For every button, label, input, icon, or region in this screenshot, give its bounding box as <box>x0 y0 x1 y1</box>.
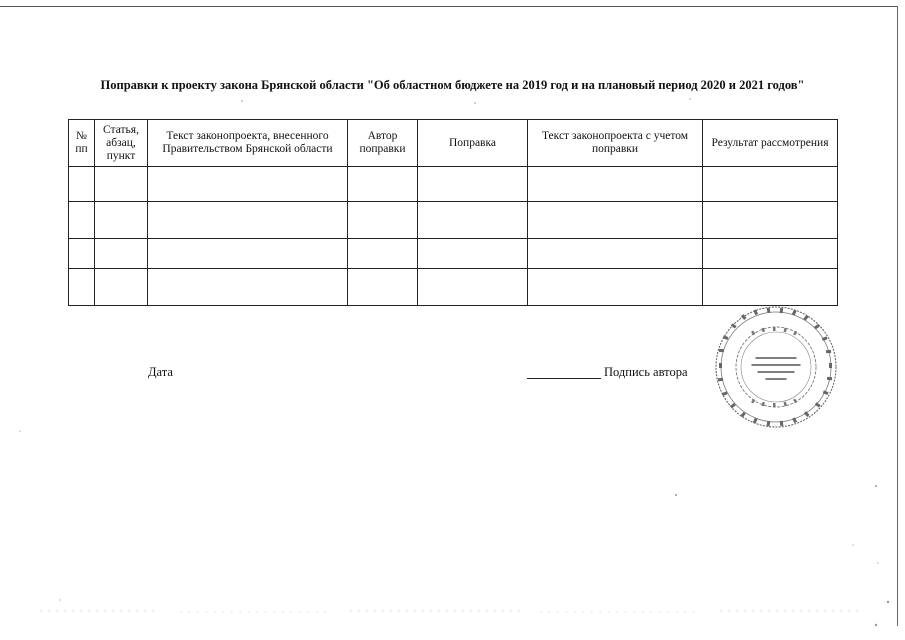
table-cell <box>528 239 703 269</box>
round-stamp-icon <box>712 303 840 431</box>
header-original-text: Текст законопроекта, внесенного Правительством Брянской области <box>148 120 348 167</box>
table-cell <box>703 167 838 202</box>
header-amended-text: Текст законопроекта с учетом поправки <box>528 120 703 167</box>
table-cell <box>528 269 703 306</box>
table-cell <box>148 269 348 306</box>
page-edge-top <box>0 6 898 7</box>
table-cell <box>418 269 528 306</box>
amendments-table <box>68 119 838 306</box>
header-article: Статья, абзац, пункт <box>95 120 148 167</box>
table-row <box>69 269 838 306</box>
table-cell <box>148 202 348 239</box>
table-cell <box>95 167 148 202</box>
document-title: Поправки к проекту закона Брянской области "Об областном бюджете на 2019 год и на плановый период 2020 и 2021 годов" <box>100 78 805 92</box>
header-result: Результат рассмотрения <box>703 120 838 167</box>
table-cell <box>703 202 838 239</box>
header-number: № пп <box>69 120 95 167</box>
table-cell <box>348 202 418 239</box>
table-cell <box>418 239 528 269</box>
table-cell <box>703 239 838 269</box>
table-cell <box>348 167 418 202</box>
table-cell <box>703 269 838 306</box>
table-cell <box>418 202 528 239</box>
table-row <box>69 167 838 202</box>
date-label: Дата <box>148 365 173 379</box>
header-author: Автор поправки <box>348 120 418 167</box>
table-cell <box>69 269 95 306</box>
header-amendment: Поправка <box>418 120 528 167</box>
table-cell <box>69 202 95 239</box>
table-cell <box>69 239 95 269</box>
table-cell <box>348 239 418 269</box>
page-edge-right <box>897 6 898 626</box>
signature-line <box>527 378 601 379</box>
table-header-row <box>69 120 838 167</box>
table-cell <box>148 167 348 202</box>
table-cell <box>95 239 148 269</box>
table-cell <box>528 202 703 239</box>
table-cell <box>348 269 418 306</box>
table-cell <box>528 167 703 202</box>
table-cell <box>69 167 95 202</box>
table-cell <box>148 239 348 269</box>
table-row <box>69 239 838 269</box>
signature-label: Подпись автора <box>604 365 688 379</box>
table-row <box>69 202 838 239</box>
table-cell <box>95 202 148 239</box>
table-cell <box>418 167 528 202</box>
table-cell <box>95 269 148 306</box>
